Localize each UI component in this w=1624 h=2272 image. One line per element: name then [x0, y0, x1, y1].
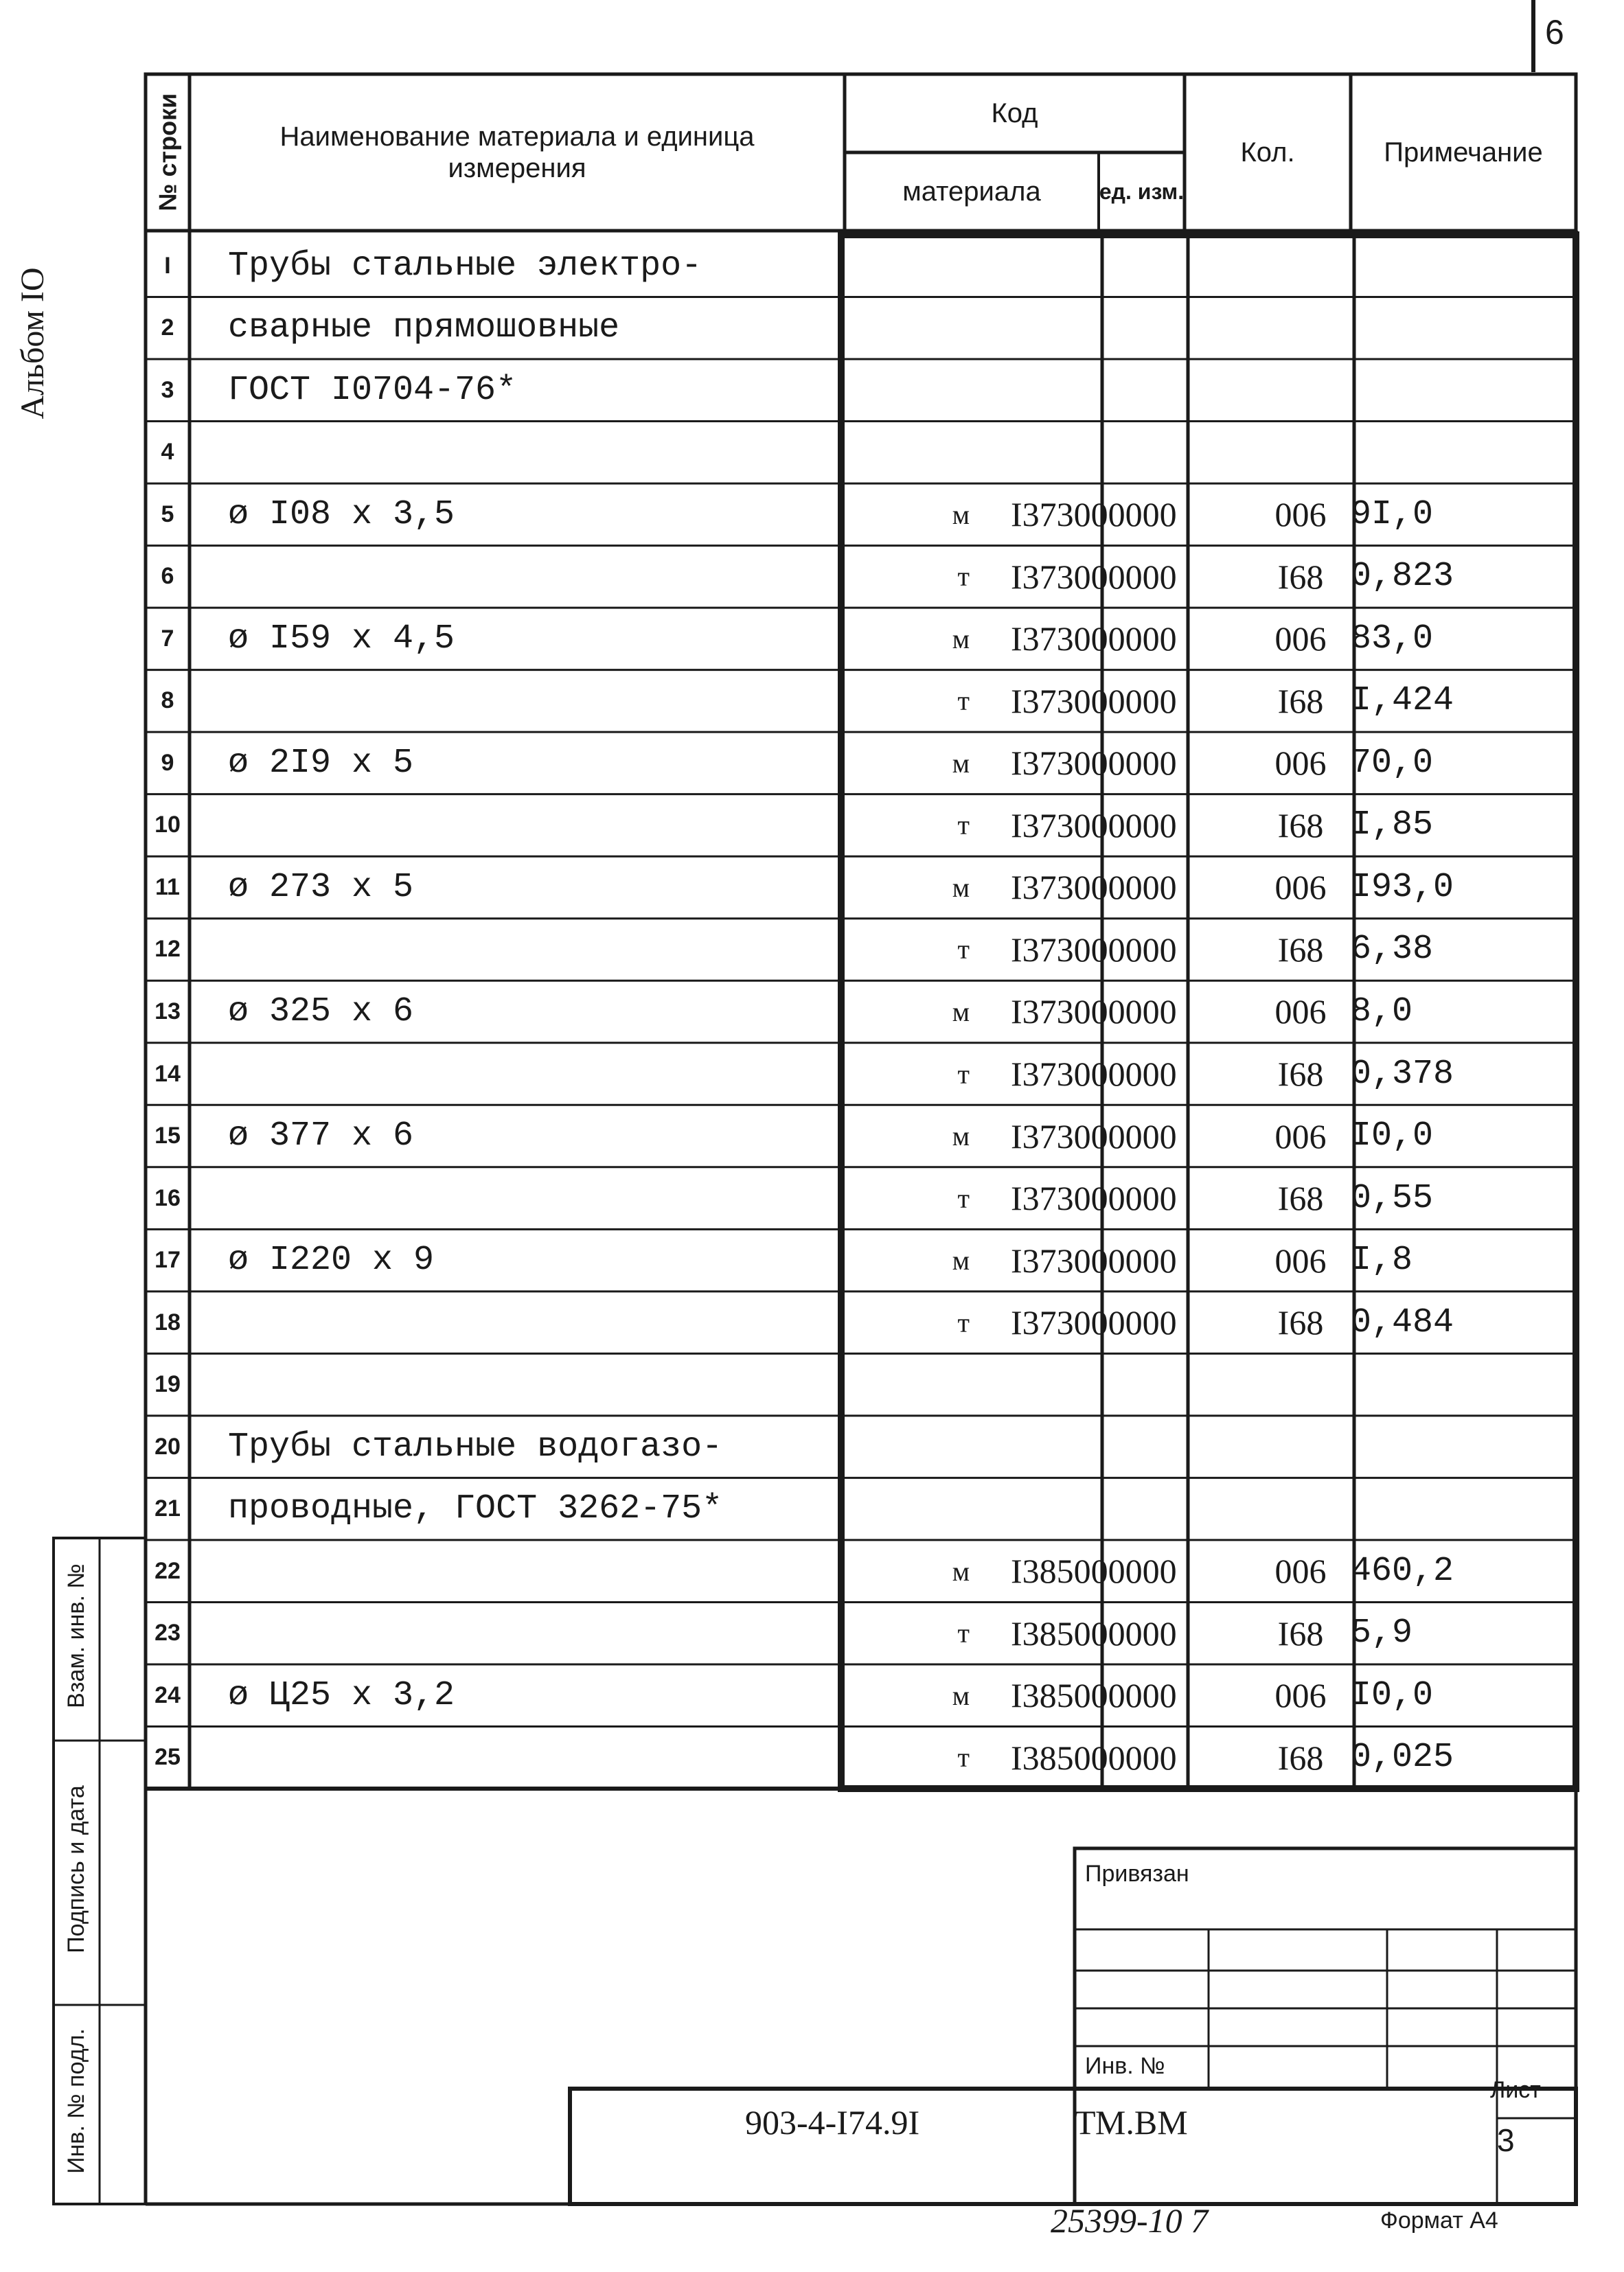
- row-number: 19: [155, 1371, 181, 1398]
- row-number: 12: [155, 936, 181, 963]
- row-name: [228, 670, 846, 733]
- table-row: [146, 980, 1576, 1043]
- table-row: [146, 297, 1576, 360]
- row-quantity: 460,2: [1351, 1551, 1454, 1591]
- row-unit: [764, 1353, 983, 1416]
- row-unit: [764, 1478, 983, 1540]
- row-number: 3: [161, 376, 174, 403]
- row-name: [228, 1043, 846, 1105]
- row-name: ø I220 x 9: [228, 1241, 435, 1281]
- row-unit: м: [952, 1679, 970, 1711]
- row-name: [228, 1167, 846, 1230]
- row-name: сварные прямошовные: [228, 308, 620, 348]
- row-name: [228, 422, 846, 484]
- doc-mark: ТМ.ВМ: [1075, 2103, 1188, 2142]
- table-row: [146, 856, 1576, 919]
- row-unit: м: [952, 498, 970, 530]
- row-quantity: I0,0: [1351, 1116, 1434, 1156]
- row-material-code: [1011, 1478, 1258, 1540]
- row-quantity: 83,0: [1351, 619, 1434, 658]
- row-quantity: 0,484: [1351, 1303, 1454, 1342]
- row-name: [228, 1292, 846, 1354]
- row-name: ø I59 x 4,5: [228, 619, 455, 658]
- row-quantity: 0,025: [1351, 1738, 1454, 1778]
- table-row: [146, 422, 1576, 484]
- row-quantity: 0,823: [1351, 557, 1454, 597]
- row-unit-code: 006: [1274, 619, 1327, 658]
- row-number: 9: [161, 749, 174, 776]
- header-quantity: Кол.: [1240, 137, 1295, 168]
- row-number: 25: [155, 1744, 181, 1771]
- row-unit-code: [1265, 1478, 1336, 1540]
- row-unit-code: I68: [1277, 681, 1324, 720]
- row-material-code: I373000000: [1011, 992, 1177, 1031]
- row-name: ø Ц25 x 3,2: [228, 1675, 455, 1715]
- row-number: 21: [155, 1495, 181, 1522]
- row-unit-code: [1265, 1416, 1336, 1478]
- row-unit-code: 006: [1274, 495, 1327, 534]
- row-quantity: 0,55: [1351, 1178, 1434, 1218]
- row-material-code: [1011, 297, 1258, 360]
- row-quantity: I,85: [1351, 805, 1434, 845]
- row-number: 24: [155, 1682, 181, 1708]
- table-row: [146, 732, 1576, 794]
- row-unit-code: I68: [1277, 1738, 1324, 1777]
- row-unit: [764, 297, 983, 360]
- row-unit: м: [952, 996, 970, 1027]
- header-code-unit: ед. изм.: [1099, 179, 1185, 204]
- row-unit: т: [957, 810, 970, 841]
- row-quantity: 6,38: [1351, 930, 1434, 969]
- row-unit-code: I68: [1277, 930, 1324, 969]
- row-quantity: [1351, 422, 1502, 484]
- row-number: 11: [155, 873, 180, 900]
- row-unit: [764, 422, 983, 484]
- row-number: 10: [155, 812, 181, 838]
- row-unit-code: [1265, 1353, 1336, 1416]
- table-row: [146, 1229, 1576, 1292]
- row-number: 23: [155, 1620, 181, 1646]
- row-name: ø 377 x 6: [228, 1116, 414, 1156]
- row-unit-code: 006: [1274, 992, 1327, 1031]
- row-number: 20: [155, 1433, 181, 1460]
- table-row: [146, 1167, 1576, 1230]
- row-material-code: I373000000: [1011, 557, 1177, 596]
- table-row: [146, 1664, 1576, 1727]
- doc-code: 903-4-I74.9I: [745, 2103, 920, 2142]
- table-row: [146, 1043, 1576, 1105]
- header-code-material: материала: [902, 176, 1041, 207]
- row-name: Трубы стальные водогазо-: [228, 1427, 723, 1467]
- row-material-code: I385000000: [1011, 1676, 1177, 1715]
- row-unit-code: 006: [1274, 744, 1327, 783]
- row-unit-code: 006: [1274, 1676, 1327, 1715]
- row-number: 14: [155, 1060, 181, 1087]
- row-unit-code: 006: [1274, 1116, 1327, 1156]
- table-row: [146, 1478, 1576, 1540]
- row-unit-code: [1265, 235, 1336, 297]
- row-name: [228, 1602, 846, 1664]
- row-quantity: [1351, 1416, 1502, 1478]
- row-quantity: I93,0: [1351, 867, 1454, 907]
- row-material-code: I385000000: [1011, 1738, 1177, 1777]
- privyazan-label: Привязан: [1085, 1861, 1189, 1887]
- row-quantity: [1351, 1353, 1502, 1416]
- row-unit: [764, 1416, 983, 1478]
- row-number: 17: [155, 1247, 181, 1274]
- row-unit-code: [1265, 297, 1336, 360]
- page-number: 6: [1545, 13, 1564, 51]
- row-quantity: 9I,0: [1351, 494, 1434, 534]
- row-material-code: [1011, 422, 1258, 484]
- table-row: [146, 235, 1576, 297]
- format-label: Формат А4: [1380, 2207, 1498, 2234]
- side-label-podpis-data: Подпись и дата: [63, 1785, 89, 1953]
- row-unit: т: [957, 1618, 970, 1649]
- stamp-number: 25399-10 7: [1051, 2201, 1209, 2240]
- table-row: [146, 608, 1576, 670]
- row-quantity: [1351, 235, 1502, 297]
- row-number: 2: [161, 314, 174, 341]
- row-number: 5: [161, 501, 174, 527]
- row-quantity: I,8: [1351, 1241, 1413, 1281]
- row-quantity: [1351, 1478, 1502, 1540]
- row-name: [228, 919, 846, 981]
- row-unit-code: [1265, 359, 1336, 422]
- row-name: проводные, ГОСТ 3262-75*: [228, 1489, 723, 1529]
- row-quantity: 8,0: [1351, 991, 1413, 1031]
- table-row: [146, 919, 1576, 981]
- row-unit: м: [952, 1555, 970, 1587]
- table-row: [146, 1105, 1576, 1167]
- row-number: 6: [161, 563, 174, 590]
- row-name: [228, 546, 846, 608]
- row-number: 4: [161, 439, 174, 466]
- sheet-number: 3: [1497, 2122, 1515, 2158]
- row-unit: т: [957, 934, 970, 965]
- row-quantity: 70,0: [1351, 743, 1434, 783]
- row-material-code: [1011, 1416, 1258, 1478]
- table-row: [146, 546, 1576, 608]
- header-row-number: № строки: [153, 93, 182, 211]
- row-name: [228, 1726, 846, 1789]
- row-unit-code: I68: [1277, 1055, 1324, 1093]
- table-row: [146, 670, 1576, 733]
- row-material-code: I373000000: [1011, 1303, 1177, 1342]
- row-name: ГОСТ I0704-76*: [228, 370, 517, 410]
- row-number: 16: [155, 1184, 181, 1211]
- row-material-code: [1011, 1353, 1258, 1416]
- row-unit: м: [952, 1245, 970, 1276]
- row-material-code: [1011, 359, 1258, 422]
- row-unit-code: 006: [1274, 1552, 1327, 1591]
- row-unit: т: [957, 685, 970, 717]
- row-unit-code: I68: [1277, 805, 1324, 845]
- row-quantity: 5,9: [1351, 1614, 1413, 1653]
- row-number: 22: [155, 1557, 181, 1584]
- row-name: Трубы стальные электро-: [228, 246, 702, 286]
- row-number: I: [164, 252, 171, 279]
- row-quantity: [1351, 297, 1502, 360]
- row-material-code: I385000000: [1011, 1614, 1177, 1653]
- row-material-code: I385000000: [1011, 1552, 1177, 1591]
- table-row: [146, 1540, 1576, 1603]
- header-name: Наименование материала и единица измерения: [279, 122, 755, 183]
- row-unit-code: I68: [1277, 1303, 1324, 1342]
- row-unit: т: [957, 1058, 970, 1090]
- row-unit: м: [952, 1121, 970, 1152]
- inv-no-label: Инв. №: [1085, 2053, 1165, 2079]
- row-quantity: 0,378: [1351, 1054, 1454, 1094]
- row-unit: [764, 359, 983, 422]
- row-material-code: I373000000: [1011, 681, 1177, 720]
- side-label-vzam-inv: Взам. инв. №: [63, 1563, 89, 1708]
- row-material-code: I373000000: [1011, 1241, 1177, 1280]
- table-row: [146, 1602, 1576, 1664]
- side-label-inv-podl: Инв. № подл.: [63, 2028, 89, 2174]
- row-name: ø 273 x 5: [228, 867, 414, 907]
- row-unit: т: [957, 1182, 970, 1214]
- table-row: [146, 1416, 1576, 1478]
- row-unit-code: I68: [1277, 1614, 1324, 1653]
- header-code-group: Код: [991, 98, 1038, 128]
- row-name: ø I08 x 3,5: [228, 494, 455, 534]
- row-number: 18: [155, 1309, 181, 1335]
- row-material-code: I373000000: [1011, 1055, 1177, 1093]
- row-unit-code: 006: [1274, 868, 1327, 907]
- row-unit: т: [957, 561, 970, 593]
- row-number: 8: [161, 687, 174, 714]
- table-row: [146, 794, 1576, 857]
- row-material-code: I373000000: [1011, 1116, 1177, 1156]
- row-unit-code: I68: [1277, 557, 1324, 596]
- table-row: [146, 1292, 1576, 1354]
- row-number: 13: [155, 998, 181, 1024]
- row-unit: т: [957, 1307, 970, 1338]
- row-unit: м: [952, 747, 970, 779]
- table-row: [146, 359, 1576, 422]
- row-unit-code: [1265, 422, 1336, 484]
- row-quantity: I,424: [1351, 681, 1454, 721]
- row-material-code: I373000000: [1011, 930, 1177, 969]
- row-material-code: [1011, 235, 1258, 297]
- table-row: [146, 1353, 1576, 1416]
- row-name: [228, 794, 846, 857]
- row-quantity: I0,0: [1351, 1675, 1434, 1715]
- row-name: [228, 1353, 846, 1416]
- row-unit-code: 006: [1274, 1241, 1327, 1280]
- row-material-code: I373000000: [1011, 1179, 1177, 1218]
- row-material-code: I373000000: [1011, 619, 1177, 658]
- sheet-label: Лист: [1490, 2077, 1541, 2103]
- row-unit: [764, 235, 983, 297]
- row-material-code: I373000000: [1011, 868, 1177, 907]
- row-material-code: I373000000: [1011, 495, 1177, 534]
- row-name: [228, 1540, 846, 1603]
- row-unit: м: [952, 871, 970, 903]
- row-name: ø 325 x 6: [228, 991, 414, 1031]
- row-material-code: I373000000: [1011, 805, 1177, 845]
- row-number: 15: [155, 1123, 181, 1149]
- header-note: Примечание: [1384, 137, 1543, 168]
- album-label: Альбом IO: [14, 267, 51, 420]
- row-unit-code: I68: [1277, 1179, 1324, 1218]
- row-unit: м: [952, 623, 970, 654]
- table-row: [146, 1726, 1576, 1789]
- row-unit: т: [957, 1742, 970, 1774]
- table-row: [146, 483, 1576, 546]
- row-number: 7: [161, 625, 174, 652]
- row-name: ø 2I9 x 5: [228, 743, 414, 783]
- row-material-code: I373000000: [1011, 744, 1177, 783]
- row-quantity: [1351, 359, 1502, 422]
